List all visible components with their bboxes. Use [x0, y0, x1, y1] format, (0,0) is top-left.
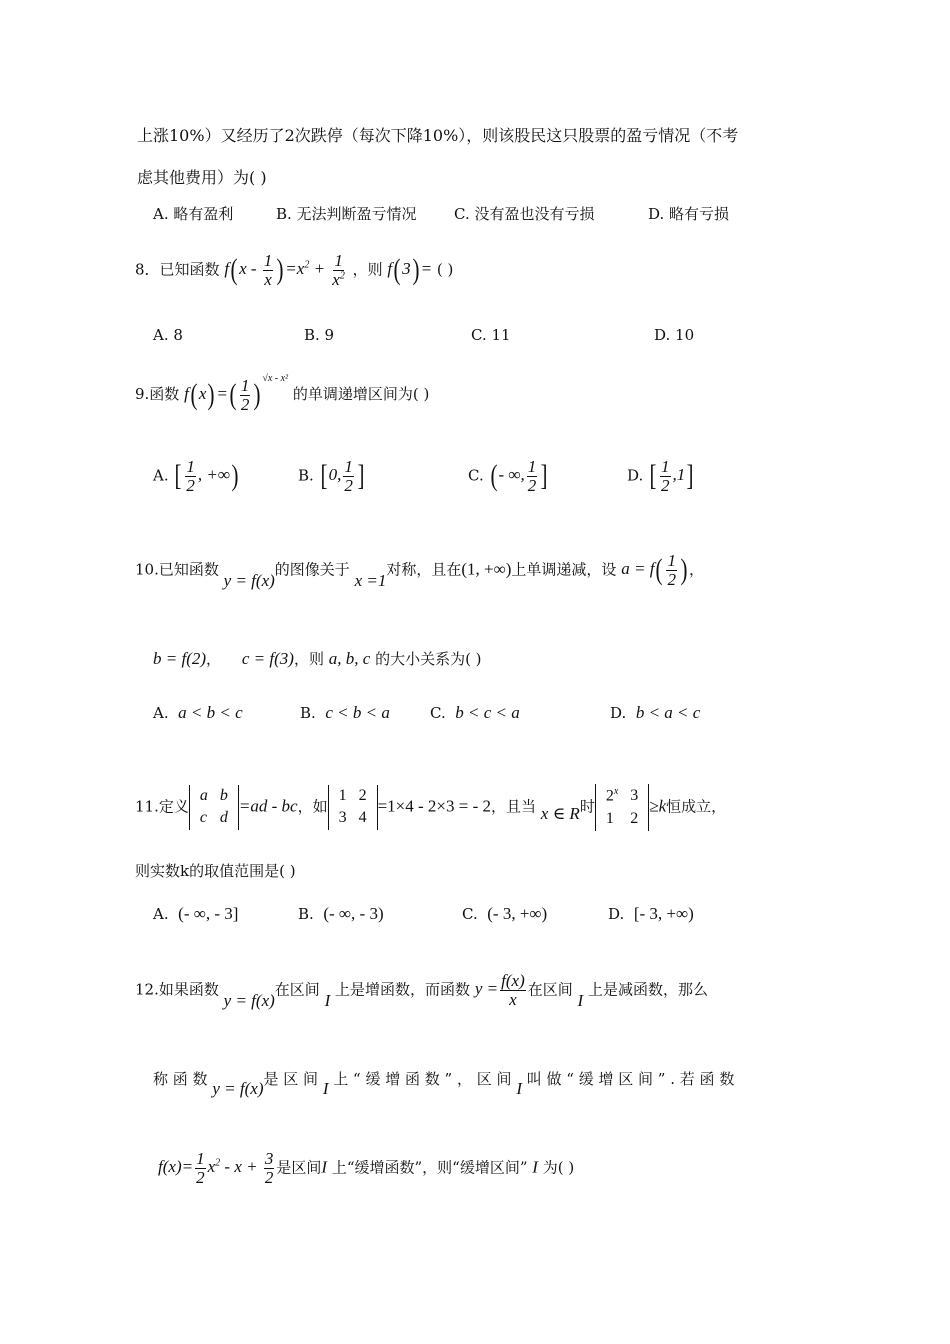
q11-option-b-math: (- ∞, - 3)	[323, 904, 384, 923]
q12-stem-line3	[158, 1150, 574, 1187]
q10-t2: 对称，且在	[386, 560, 462, 579]
q12-l3-t1: 是区间	[276, 1158, 322, 1177]
q8-stem	[135, 252, 453, 289]
q12-l3-t3: 为( )	[542, 1158, 575, 1177]
q10-a-def: a = f( $\frac{1}{2}$ )	[621, 551, 688, 589]
q12-l2-t3: 叫 做 “ 缓 增 区 间 ” . 若 函 数	[526, 1070, 735, 1088]
q12-stem-line2	[153, 1070, 735, 1098]
q11-det-example: 1 2 3 4	[328, 785, 378, 831]
q12-t4: 上是减函数，那么	[588, 980, 709, 999]
q11-inequality: ≥k	[649, 796, 667, 816]
q11-option-b-label: B.	[298, 905, 314, 923]
q10-option-d-label: D.	[610, 704, 627, 722]
q10-t4: ，	[688, 560, 704, 579]
q11-option-c-math: (- 3, +∞)	[487, 904, 548, 923]
q12-l2-func: y = f(x)	[212, 1079, 264, 1098]
q11-det-example-result: =1×4 - 2×3 = - 2	[377, 796, 491, 816]
q12-t2: 上是增函数，而函数	[335, 980, 471, 999]
q11-prefix: 11.定义	[135, 797, 189, 816]
q11-option-a-math: (- ∞, - 3]	[178, 904, 239, 923]
q9-option-a-math: [ $\frac{1}{2}$ , +∞)	[174, 457, 239, 495]
q12-l3-formula: f(x)= $\frac{1}{2}$ $x^2$ - x + $\frac{3}{2}$	[158, 1149, 274, 1187]
q12-l3-t2: 上“缓增函数”，则“缓增区间”	[331, 1158, 528, 1177]
q9-prefix: 9.函数	[135, 385, 180, 403]
q10-suffix: 的大小关系为( )	[375, 650, 482, 668]
q11-t3: 时	[579, 797, 595, 816]
q12-l2-t1: 是 区 间	[263, 1070, 319, 1088]
q8-prefix: 8．已知函数	[135, 260, 220, 279]
q10-option-c-math: b < c < a	[455, 703, 520, 722]
q10-option-b-label: B.	[300, 704, 316, 722]
q8-suffix: ( )	[436, 260, 454, 279]
q8-option-a: A. 8	[153, 326, 183, 344]
q10-stem-line1	[135, 552, 704, 589]
q8-option-c: C. 11	[471, 326, 511, 344]
q12-ratio-func: y = $\frac{f(x)}{x}$	[474, 971, 525, 1009]
q10-option-b-math: c < b < a	[325, 703, 390, 722]
q10-func: y = f(x)	[223, 571, 275, 591]
q12-l2-interval-i-1: I	[322, 1079, 329, 1098]
q10-sep: ，	[206, 650, 222, 668]
q11-t1: ，如	[297, 797, 328, 816]
q8-target: f(3)=	[387, 253, 433, 287]
q9-option-d	[627, 458, 695, 495]
q11-t2: ，且当	[491, 797, 537, 816]
q9-option-c	[468, 458, 549, 495]
q10-option-a	[153, 704, 243, 721]
q11-option-b	[298, 905, 384, 922]
q12-t3: 在区间	[527, 980, 573, 999]
q12-stem-line1	[135, 972, 708, 1009]
q12-l2-t2: 上 “ 缓 增 函 数 ” ， 区 间	[333, 1070, 512, 1088]
q12-l3-interval-i-1: I	[321, 1157, 328, 1177]
q12-func: y = f(x)	[223, 991, 275, 1011]
q10-then: ，则	[293, 650, 324, 668]
q11-option-d-math: [- 3, +∞)	[633, 904, 694, 923]
q8-option-b: B. 9	[304, 326, 335, 344]
q9-option-d-label: D.	[627, 466, 644, 485]
q12-interval-i-2: I	[577, 991, 584, 1011]
q11-t4: 恒成立，	[666, 797, 727, 816]
q10-option-c	[430, 704, 520, 721]
q12-interval-i-1: I	[324, 991, 331, 1011]
q7-line1: 上涨10%）又经历了2次跌停（每次下降10%），则该股民这只股票的盈亏情况（不考	[137, 126, 739, 145]
q9-option-b-label: B.	[298, 466, 314, 485]
q10-b-def: b = f(2)	[153, 649, 207, 668]
q11-domain: x ∈ R	[540, 804, 580, 824]
q10-c-def: c = f(3)	[241, 649, 294, 668]
q10-option-c-label: C.	[430, 704, 446, 722]
q8-option-d: D. 10	[654, 326, 695, 344]
q9-stem	[135, 374, 429, 413]
q7-option-d: D. 略有亏损	[648, 205, 730, 223]
q7-option-a: A. 略有盈利	[153, 205, 234, 223]
q10-axis: x =1	[354, 571, 387, 591]
q9-option-a-label: A.	[153, 466, 169, 485]
q10-t1: 的图像关于	[274, 560, 350, 579]
q11-option-a	[153, 905, 238, 922]
q9-formula: f(x)=( $\frac{1}{2}$ ) $^{√x - x^2}$	[184, 373, 289, 414]
q10-option-d	[610, 704, 700, 721]
q11-det-formula: =ad - bc	[238, 796, 298, 816]
q7-line2: 虑其他费用）为( )	[137, 168, 267, 187]
q11-det-condition: 2$^x$ 3 1 2	[595, 784, 649, 831]
q10-option-a-math: a < b < c	[178, 703, 243, 722]
q10-interval: (1, +∞)	[461, 559, 512, 579]
q10-stem-line2	[153, 650, 482, 667]
q9-option-b	[298, 458, 366, 495]
q9-option-d-math: [ $\frac{1}{2}$ ,1]	[649, 457, 694, 495]
q11-det-def: a b c d	[189, 785, 239, 831]
q7-option-c: C. 没有盈也没有亏损	[454, 205, 595, 223]
q11-option-a-label: A.	[153, 905, 169, 923]
q11-option-d	[608, 905, 694, 922]
q12-l3-interval-i-2: I	[532, 1157, 538, 1177]
q8-formula: f(x - $\frac{1}{x}$ )$=x^2$ + $\frac{1}{x^2}$	[224, 251, 345, 289]
q12-l2-interval-i-2: I	[516, 1079, 522, 1098]
q11-stem-line1	[135, 784, 726, 831]
q12-l2-prefix: 称 函 数	[153, 1070, 208, 1088]
q9-option-c-math: (- ∞, $\frac{1}{2}$ ]	[490, 457, 548, 495]
q7-option-b: B. 无法判断盈亏情况	[276, 205, 417, 223]
q9-suffix: 的单调递增区间为( )	[292, 385, 430, 403]
q10-prefix: 10.已知函数	[135, 560, 219, 579]
q9-option-c-label: C.	[468, 466, 484, 485]
q11-stem-line2: 则实数k的取值范围是( )	[135, 862, 296, 880]
q10-t3: 上单调递减，设	[511, 560, 617, 579]
q11-option-d-label: D.	[608, 905, 625, 923]
q9-option-a	[153, 458, 240, 495]
q10-option-b	[300, 704, 390, 721]
q12-t1: 在区间	[274, 980, 320, 999]
q12-prefix: 12.如果函数	[135, 980, 219, 999]
q10-option-d-math: b < a < c	[635, 703, 701, 722]
q11-option-c	[462, 905, 547, 922]
q8-mid: ，则	[352, 260, 383, 279]
q10-option-a-label: A.	[153, 704, 169, 722]
q11-option-c-label: C.	[462, 905, 478, 923]
q10-vars: a, b, c	[328, 649, 371, 668]
q9-option-b-math: [0, $\frac{1}{2}$ ]	[320, 457, 365, 495]
